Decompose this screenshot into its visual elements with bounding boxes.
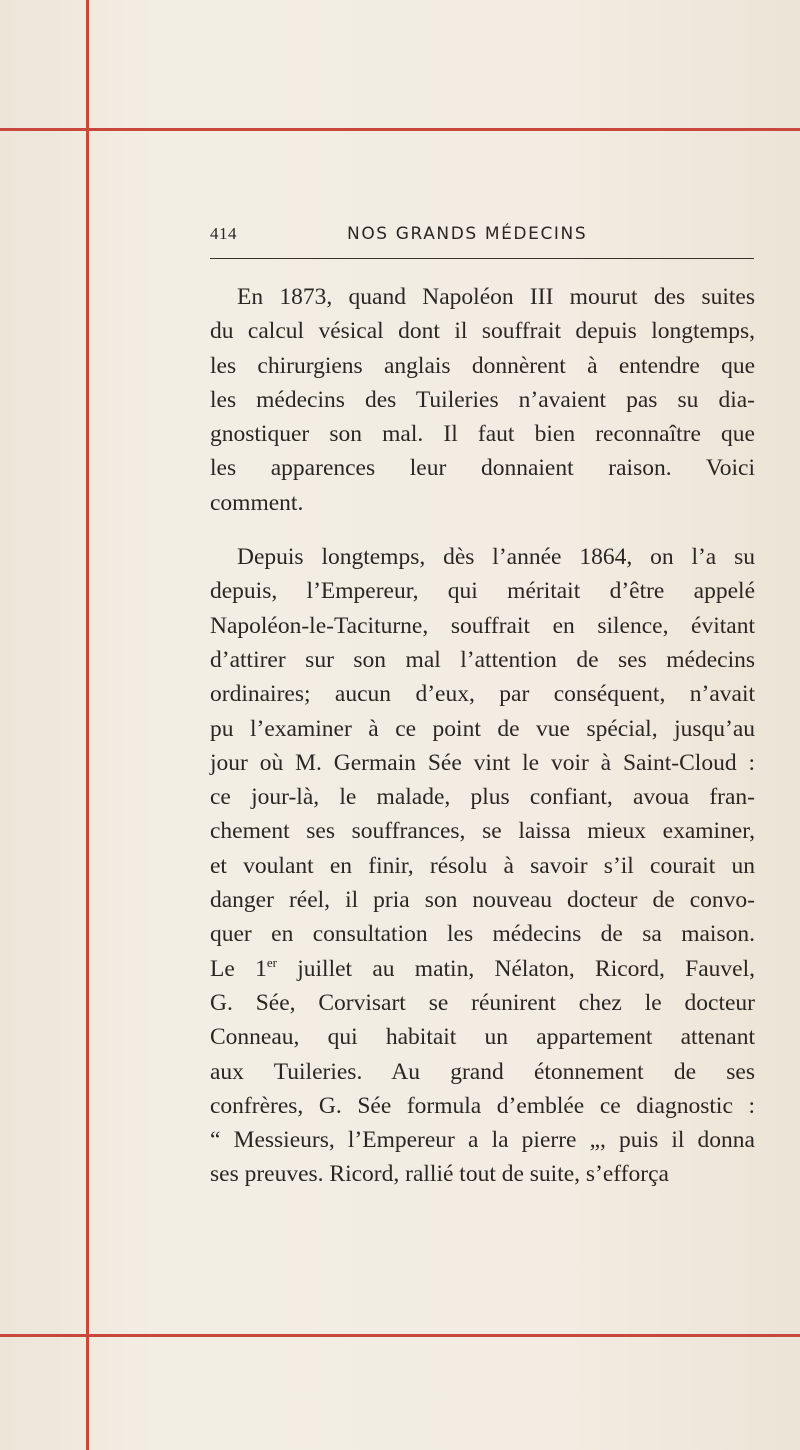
text-line: pu l’examiner à ce point de vue spécial, jusqu’au	[210, 715, 755, 742]
line-rest: juillet au matin, Nélaton, Ricord, Fauvel,	[297, 955, 755, 982]
body-text	[210, 280, 755, 1192]
text-line: danger réel, il pria son nouveau docteur de convo-	[210, 887, 755, 914]
paragraph-2	[210, 540, 755, 1192]
paragraph-gap	[210, 520, 755, 540]
page-number: 414	[210, 224, 237, 243]
text-line: confrères, G. Sée formula d’emblée ce diagnostic :	[210, 1092, 755, 1119]
text-line: jour où M. Germain Sée vint le voir à Saint-Cloud :	[210, 749, 755, 776]
text-line: les médecins des Tuileries n’avaient pas su dia-	[210, 386, 755, 413]
text-line: En 1873, quand Napoléon III mourut des suites	[237, 284, 755, 310]
paragraph-1	[210, 280, 755, 520]
bottom-red-rule	[0, 1334, 800, 1337]
text-line: ses preuves. Ricord, rallié tout de suite, s’efforça	[210, 1161, 669, 1188]
text-line: Conneau, qui habitait un appartement attenant	[210, 1024, 755, 1051]
text-line: Depuis longtemps, dès l’année 1864, on l’a su	[237, 544, 755, 571]
header-rule	[210, 258, 754, 259]
text-line: gnostiquer son mal. Il faut bien reconnaître que	[210, 421, 755, 448]
left-red-rule	[86, 0, 89, 1450]
date-prefix: Le 1	[210, 955, 267, 982]
ordinal-superscript: er	[266, 954, 277, 970]
running-head	[210, 224, 754, 254]
text-line: quer en consultation les médecins de sa maison.	[210, 921, 755, 948]
text-line-with-superscript	[210, 952, 755, 986]
text-line: comment.	[210, 489, 304, 516]
text-line: ce jour-là, le malade, plus confiant, avoua fran-	[210, 784, 755, 811]
text-line: “ Messieurs, l’Empereur a la pierre „, puis il donna	[210, 1127, 755, 1154]
text-line: du calcul vésical dont il souffrait depuis longtemps,	[210, 318, 755, 345]
text-line: et voulant en finir, résolu à savoir s’il courait un	[210, 852, 755, 879]
text-line: depuis, l’Empereur, qui méritait d’être appelé	[210, 578, 755, 605]
text-line: Napoléon-le-Taciturne, souffrait en silence, évitant	[210, 612, 755, 639]
text-line: d’attirer sur son mal l’attention de ses médecins	[210, 646, 755, 673]
text-line: aux Tuileries. Au grand étonnement de ses	[210, 1058, 755, 1085]
running-title: NOS GRANDS MÉDECINS	[347, 224, 588, 244]
text-line: les apparences leur donnaient raison. Voici	[210, 455, 755, 482]
top-red-rule	[0, 128, 800, 131]
text-line: chement ses souffrances, se laissa mieux examiner,	[210, 818, 755, 845]
text-line: les chirurgiens anglais donnèrent à entendre que	[210, 352, 755, 379]
text-line: G. Sée, Corvisart se réunirent chez le docteur	[210, 989, 755, 1016]
text-line: ordinaires; aucun d’eux, par conséquent, n’avait	[210, 681, 755, 708]
